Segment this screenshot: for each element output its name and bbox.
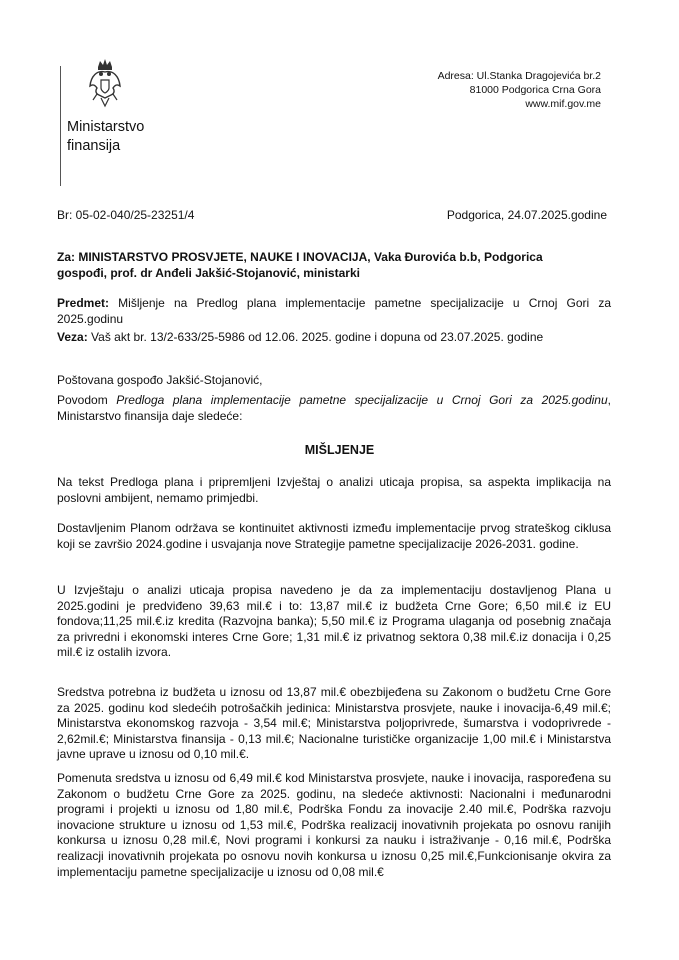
body-paragraph-2: Dostavljenim Planom održava se kontinuitet aktivnosti između implementacije prvog strateškog ciklusa koji se završio 2024.godine i usvajanja nove Strategije pametne specijalizacije 2026-2031. godine.: [57, 521, 611, 551]
recipient-label: Za:: [57, 250, 75, 264]
body-paragraph-5: Pomenuta sredstva u iznosu od 6,49 mil.€ kod Ministarstva prosvjete, nauke i inovacija, raspoređena su Zakonom o budžetu Crne Gore za 2025. godinu, na sledeće aktivnosti: Nacionalni i međunarodni programi i projekti u iznosu od 1,80 mil.€, Podrška Fondu za inovacije 2.40 mil.€, Podrška razvoju inovacione strukture u iznosu od 1,53 mil.€, Podrška realizacij inovativnih projekata po osnovu ranijih konkursa u iznosu 0,28 mil.€, Novi programi i konkursi za nauku i istraživanje - 0,16 mil.€, Podrška realizacji inovativnih projekata po osnovu novih konkursa u iznosu 0,25 mil.€,Funkcionisanje okvira za implementaciju pametne specijalizacije u iznosu od 0,08 mil.€: [57, 771, 611, 879]
link-label: Veza:: [57, 330, 88, 344]
link-text: Vaš akt br. 13/2-633/25-5986 od 12.06. 2025. godine i dopuna od 23.07.2025. godine: [91, 330, 544, 344]
recipient-line1: MINISTARSTVO PROSVJETE, NAUKE I INOVACIJA, Vaka Đurovića b.b, Podgorica: [78, 250, 543, 264]
body-paragraph-4: Sredstva potrebna iz budžeta u iznosu od 13,87 mil.€ obezbijeđena su Zakonom o budžetu Crne Gore za 2025. godinu kod sledećih potrošačkih jedinica: Ministarstva prosvjete, nauke i inovacija-6,49 mil.€; Ministarstva ekonomskog razvoja - 3,54 mil.€; Ministarstva poljoprivrede, šumarstva i vodoprivrede - 2,62mil.€; Ministarstva finansija - 0,13 mil.€; Nacionalne turističke organizacije 1,00 mil.€ i Ministarstva javne uprave u iznosu od 0,10 mil.€.: [57, 685, 611, 762]
recipient: [57, 250, 611, 281]
letterhead-divider: [60, 66, 61, 186]
intro-paragraph: [57, 393, 611, 424]
address-line2: 81000 Podgorica Crna Gora: [469, 84, 601, 97]
recipient-line2: gospođi, prof. dr Anđeli Jakšić-Stojanović, ministarki: [57, 265, 360, 280]
reference-number: Br: 05-02-040/25-23251/4: [57, 208, 195, 222]
salutation: Poštovana gospođo Jakšić-Stojanović,: [57, 373, 263, 387]
organization-name: [67, 118, 144, 156]
intro-italic: Predloga plana implementacije pametne specijalizacije u Crnoj Gori za 2025.godinu: [116, 393, 608, 407]
body-paragraph-3: U Izvještaju o analizi uticaja propisa navedeno je da za implementaciju dostavljenog Plana u 2025.godini je predviđeno 39,63 mil.€ i to: 13,87 mil.€ iz budžeta Crne Gore; 6,50 mil.€ iz EU fondova;11,25 mil.€.iz kredita (Razvojna banka); 5,50 mil.€ iz Programa ulaganja od posebnig značaja za privredni i ekonomski interes Crne Gore; 1,31 mil.€ iz privatnog sektora 0,38 mil.€.iz donacija i 0,25 mil.€ iz ostalih izvora.: [57, 583, 611, 660]
reference-link: [57, 330, 611, 346]
address-block: [438, 69, 601, 112]
intro-before: Povodom: [57, 393, 117, 407]
coat-of-arms-icon: [87, 58, 123, 116]
subject: [57, 296, 611, 327]
body-paragraph-1: Na tekst Predloga plana i pripremljeni Izvještaj o analizi uticaja propisa, sa aspekta implikacija na poslovni ambijent, nemamo primjedbi.: [57, 475, 611, 505]
intro-after: , Ministarstvo finansija daje sledeće:: [57, 393, 611, 423]
address-website: www.mif.gov.me: [525, 98, 601, 111]
org-name-line2: finansija: [67, 138, 121, 154]
address-line1: Adresa: Ul.Stanka Dragojevića br.2: [437, 70, 601, 82]
document-date: Podgorica, 24.07.2025.godine: [446, 208, 607, 222]
subject-label: Predmet:: [57, 296, 110, 310]
opinion-heading: MIŠLJENJE: [304, 443, 375, 457]
org-name-line1: Ministarstvo: [67, 119, 145, 135]
subject-text: Mišljenje na Predlog plana implementacije pametne specijalizacije u Crnoj Gori za 2025.godinu: [57, 296, 611, 326]
